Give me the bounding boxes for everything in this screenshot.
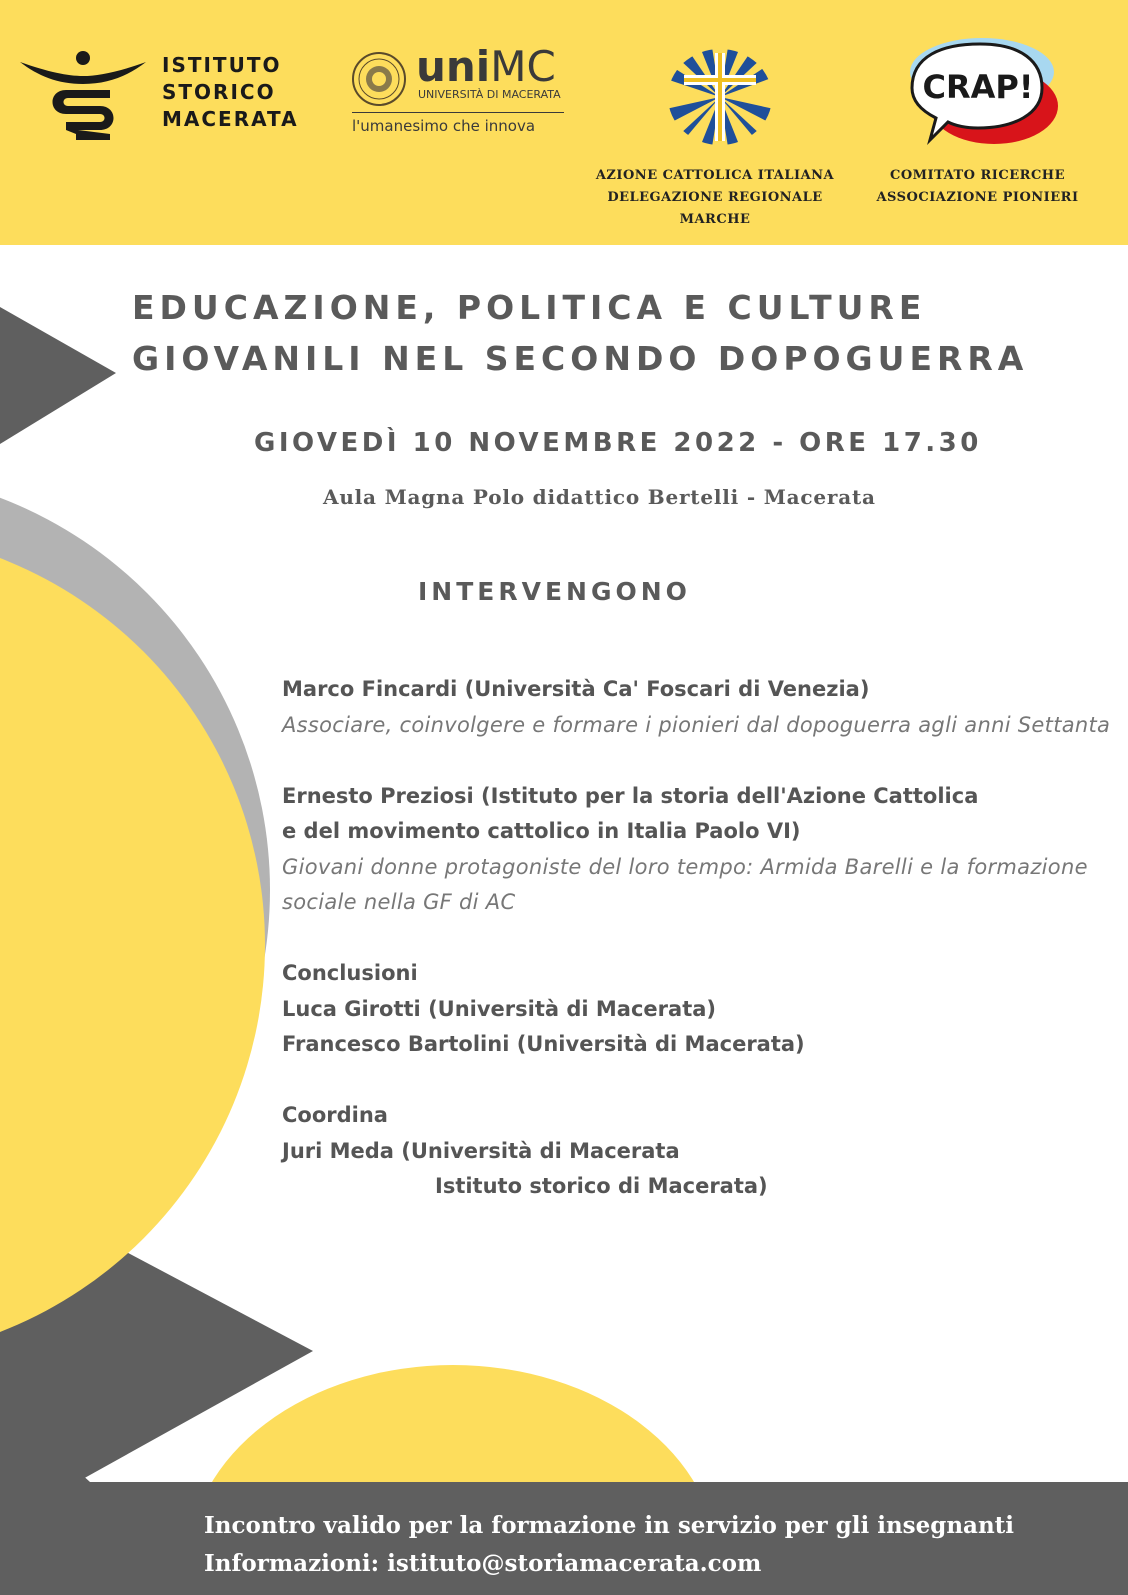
footer-line-info: Informazioni: istituto@storiamacerata.com (204, 1550, 762, 1577)
azione-cattolica-caption: AZIONE CATTOLICA ITALIANA DELEGAZIONE REGIONALE MARCHE (595, 168, 835, 227)
speaker-item (282, 779, 1112, 921)
coordinator-affiliation: Istituto storico di Macerata) (435, 1174, 768, 1198)
top-gray-triangle (0, 307, 116, 444)
azione-cattolica-cross-icon (666, 47, 774, 147)
speaker-item (282, 672, 1112, 743)
unimc-subtitle: UNIVERSITÀ DI MACERATA (418, 88, 561, 101)
yellow-half-circle (0, 530, 265, 1360)
coordinator-name: Juri Meda (Università di Macerata (282, 1138, 680, 1163)
conclusions-person: Luca Girotti (Università di Macerata) (282, 996, 717, 1021)
istituto-storico-name: ISTITUTO STORICO MACERATA (162, 53, 299, 131)
event-date: GIOVEDÌ 10 NOVEMBRE 2022 - ORE 17.30 (254, 428, 982, 458)
coordination-block (282, 1098, 1112, 1205)
unimc-motto: l'umanesimo che innova (352, 117, 536, 135)
talk-title: Giovani donne protagoniste del loro tempo: Armida Barelli e la formazione sociale nella GF di AC (282, 854, 1088, 914)
conclusions-person: Francesco Bartolini (Università di Macerata) (282, 1032, 805, 1056)
unimc-seal-icon (352, 52, 406, 106)
crap-speech-bubble-icon (902, 36, 1062, 148)
speaker-name: Ernesto Preziosi (Istituto per la storia dell'Azione Cattolica (282, 783, 979, 808)
unimc-name: uniMC (416, 42, 556, 91)
conclusions-label: Conclusioni (282, 961, 418, 985)
footer-text (204, 1507, 1014, 1583)
unimc-divider (352, 112, 564, 113)
footer-line-training: Incontro valido per la formazione in servizio per gli insegnanti (204, 1512, 1015, 1539)
speakers-heading: INTERVENGONO (418, 577, 691, 606)
talk-title: Associare, coinvolgere e formare i pionieri dal dopoguerra agli anni Settanta (282, 712, 1111, 737)
coordination-label: Coordina (282, 1103, 388, 1127)
conclusions-block (282, 956, 1112, 1063)
crap-badge-text: CRAP! (922, 68, 1034, 106)
speaker-name-cont: e del movimento cattolico in Italia Paolo VI) (282, 819, 801, 843)
speaker-name: Marco Fincardi (Università Ca' Foscari di Venezia) (282, 677, 870, 701)
speakers-list (282, 672, 1112, 1205)
crap-caption: COMITATO RICERCHE ASSOCIAZIONE PIONIERI (876, 168, 1079, 205)
event-venue: Aula Magna Polo didattico Bertelli - Macerata (323, 485, 876, 509)
event-title: EDUCAZIONE, POLITICA E CULTURE GIOVANILI NEL SECONDO DOPOGUERRA (132, 288, 1029, 378)
istituto-storico-logo-icon (18, 50, 148, 140)
